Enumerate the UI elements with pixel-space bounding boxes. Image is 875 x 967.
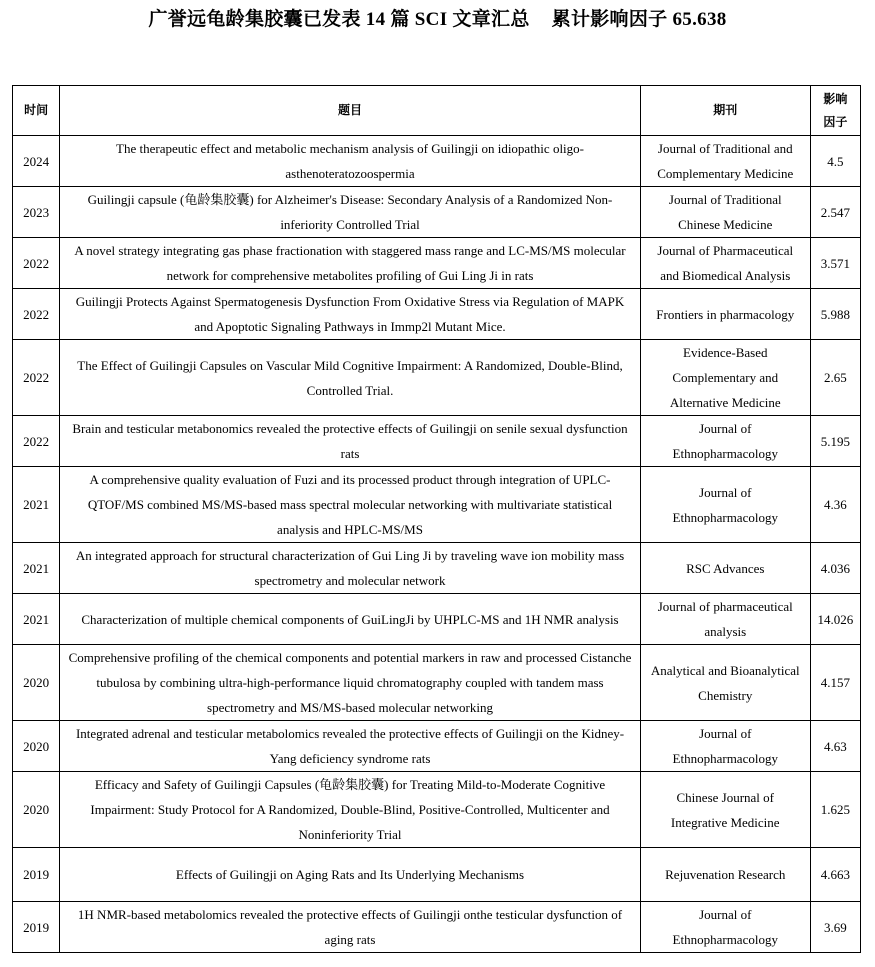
publication-table [12, 85, 861, 953]
header-impact-factor: 影响因子 [810, 86, 860, 136]
cell-journal: Journal of Ethnopharmacology [640, 721, 810, 772]
cell-impact-factor: 3.571 [810, 238, 860, 289]
cell-title: The Effect of Guilingji Capsules on Vascular Mild Cognitive Impairment: A Randomized, Double-Blind, Controlled Trial. [60, 340, 641, 416]
cell-impact-factor: 14.026 [810, 594, 860, 645]
title-main: 广誉远龟龄集胶囊已发表 14 篇 SCI 文章汇总 [148, 9, 530, 30]
table-row [13, 772, 861, 848]
cell-title: Guilingji capsule (龟龄集胶囊) for Alzheimer's Disease: Secondary Analysis of a Randomized Non-inferiority Controlled Trial [60, 187, 641, 238]
cell-impact-factor: 4.5 [810, 136, 860, 187]
document-title [0, 4, 875, 31]
cell-title: A comprehensive quality evaluation of Fuzi and its processed product through integration of UPLC-QTOF/MS combined MS/MS-based mass spectral molecular networking with multivariate statistical analysis and HPLC-MS/MS [60, 467, 641, 543]
cell-journal: Journal of Traditional Chinese Medicine [640, 187, 810, 238]
table-row [13, 289, 861, 340]
cell-journal: Analytical and Bioanalytical Chemistry [640, 645, 810, 721]
cell-journal: Journal of Ethnopharmacology [640, 902, 810, 953]
cell-year: 2020 [13, 645, 60, 721]
table-row [13, 467, 861, 543]
cell-year: 2022 [13, 340, 60, 416]
cell-impact-factor: 4.036 [810, 543, 860, 594]
cell-title: Guilingji Protects Against Spermatogenesis Dysfunction From Oxidative Stress via Regulation of MAPK and Apoptotic Signaling Pathways in Immp2l Mutant Mice. [60, 289, 641, 340]
cell-title: Characterization of multiple chemical components of GuiLingJi by UHPLC-MS and 1H NMR analysis [60, 594, 641, 645]
cell-title: An integrated approach for structural characterization of Gui Ling Ji by traveling wave ion mobility mass spectrometry and molecular network [60, 543, 641, 594]
cell-year: 2020 [13, 772, 60, 848]
cell-impact-factor: 4.63 [810, 721, 860, 772]
table-row [13, 340, 861, 416]
cell-journal: Evidence-Based Complementary and Alternative Medicine [640, 340, 810, 416]
cell-year: 2022 [13, 416, 60, 467]
cell-journal: Journal of Ethnopharmacology [640, 416, 810, 467]
cell-title: The therapeutic effect and metabolic mechanism analysis of Guilingji on idiopathic oligo-asthenoteratozoospermia [60, 136, 641, 187]
table-row [13, 721, 861, 772]
cell-year: 2022 [13, 238, 60, 289]
table-body [13, 136, 861, 953]
table-header-row [13, 86, 861, 136]
cell-year: 2020 [13, 721, 60, 772]
cell-year: 2021 [13, 594, 60, 645]
cell-impact-factor: 5.195 [810, 416, 860, 467]
header-title: 题目 [60, 86, 641, 136]
cell-year: 2023 [13, 187, 60, 238]
cell-impact-factor: 2.65 [810, 340, 860, 416]
cell-title: Comprehensive profiling of the chemical components and potential markers in raw and processed Cistanche tubulosa by combining ultra-high-performance liquid chromatography coupled with tandem mass spectrometry and MS/MS-based molecular networking [60, 645, 641, 721]
cell-year: 2021 [13, 543, 60, 594]
cell-impact-factor: 5.988 [810, 289, 860, 340]
cell-title: A novel strategy integrating gas phase fractionation with staggered mass range and LC-MS/MS molecular network for comprehensive metabolites profiling of Gui Ling Ji in rats [60, 238, 641, 289]
cell-title: 1H NMR-based metabolomics revealed the protective effects of Guilingji onthe testicular dysfunction of aging rats [60, 902, 641, 953]
cell-year: 2019 [13, 848, 60, 902]
cell-impact-factor: 2.547 [810, 187, 860, 238]
title-cumulative-impact: 累计影响因子 65.638 [551, 9, 727, 30]
table-row [13, 238, 861, 289]
table-row [13, 645, 861, 721]
cell-journal: Rejuvenation Research [640, 848, 810, 902]
table-row [13, 543, 861, 594]
cell-year: 2024 [13, 136, 60, 187]
cell-journal: Frontiers in pharmacology [640, 289, 810, 340]
cell-year: 2019 [13, 902, 60, 953]
cell-title: Efficacy and Safety of Guilingji Capsules (龟龄集胶囊) for Treating Mild-to-Moderate Cognitive Impairment: Study Protocol for A Randomized, Double-Blind, Positive-Controlled, Multicenter and Noninferiority Trial [60, 772, 641, 848]
cell-journal: Journal of pharmaceutical analysis [640, 594, 810, 645]
table-row [13, 187, 861, 238]
cell-title: Effects of Guilingji on Aging Rats and Its Underlying Mechanisms [60, 848, 641, 902]
table-row [13, 416, 861, 467]
table-row [13, 848, 861, 902]
table-row [13, 902, 861, 953]
cell-impact-factor: 4.36 [810, 467, 860, 543]
cell-year: 2021 [13, 467, 60, 543]
header-journal: 期刊 [640, 86, 810, 136]
cell-journal: Journal of Pharmaceutical and Biomedical Analysis [640, 238, 810, 289]
cell-title: Brain and testicular metabonomics revealed the protective effects of Guilingji on senile sexual dysfunction rats [60, 416, 641, 467]
cell-title: Integrated adrenal and testicular metabolomics revealed the protective effects of Guilingji on the Kidney-Yang deficiency syndrome rats [60, 721, 641, 772]
cell-journal: Journal of Traditional and Complementary Medicine [640, 136, 810, 187]
cell-journal: Journal of Ethnopharmacology [640, 467, 810, 543]
cell-impact-factor: 4.663 [810, 848, 860, 902]
header-year: 时间 [13, 86, 60, 136]
cell-impact-factor: 3.69 [810, 902, 860, 953]
cell-impact-factor: 4.157 [810, 645, 860, 721]
table-row [13, 136, 861, 187]
cell-year: 2022 [13, 289, 60, 340]
cell-impact-factor: 1.625 [810, 772, 860, 848]
cell-journal: RSC Advances [640, 543, 810, 594]
table-row [13, 594, 861, 645]
cell-journal: Chinese Journal of Integrative Medicine [640, 772, 810, 848]
